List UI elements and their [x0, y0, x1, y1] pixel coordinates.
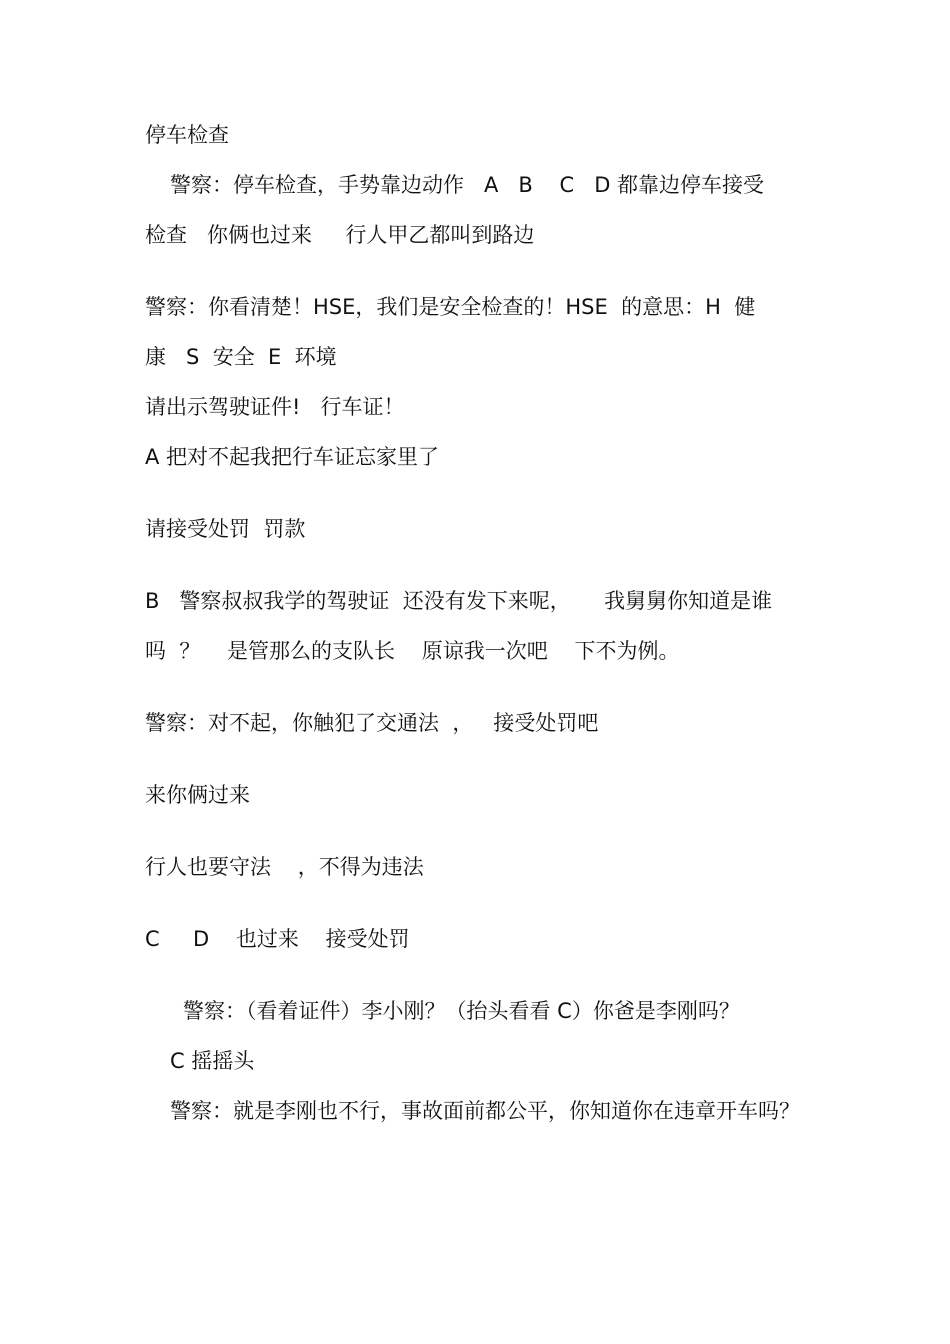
paragraph-line: 行人也要守法 ，不得为违法 [145, 855, 424, 879]
paragraph-line: 康 S 安全 E 环境 [145, 345, 337, 369]
paragraph-line: A 把对不起我把行车证忘家里了 [145, 445, 440, 469]
paragraph-line: 来你俩过来 [145, 783, 250, 807]
paragraph-line: 警察：（看着证件）李小刚？（抬头看看 C）你爸是李刚吗？ [183, 999, 740, 1023]
paragraph-line: 吗 ？ 是管那么的支队长 原谅我一次吧 下不为例。 [145, 639, 680, 663]
paragraph-line: 警察：停车检查，手势靠边动作 A B C D 都靠边停车接受 [170, 173, 765, 197]
paragraph-line: 请接受处罚 罚款 [145, 517, 306, 541]
paragraph-line: 警察：就是李刚也不行，事故面前都公平，你知道你在违章开车吗？ [170, 1099, 800, 1123]
paragraph-line: C 摇摇头 [170, 1049, 255, 1073]
paragraph-line: 请出示驾驶证件! 行车证！ [145, 395, 405, 419]
paragraph-line: B 警察叔叔我学的驾驶证 还没有发下来呢， 我舅舅你知道是谁 [145, 589, 773, 613]
paragraph-line: C D 也过来 接受处罚 [145, 927, 410, 951]
paragraph-line: 检查 你俩也过来 行人甲乙都叫到路边 [145, 223, 535, 247]
paragraph-line: 警察：你看清楚！HSE，我们是安全检查的！HSE 的意思：H 健 [145, 295, 756, 319]
paragraph-line: 警察：对不起，你触犯了交通法 ， 接受处罚吧 [145, 711, 599, 735]
heading-stop-check: 停车检查 [145, 123, 229, 147]
